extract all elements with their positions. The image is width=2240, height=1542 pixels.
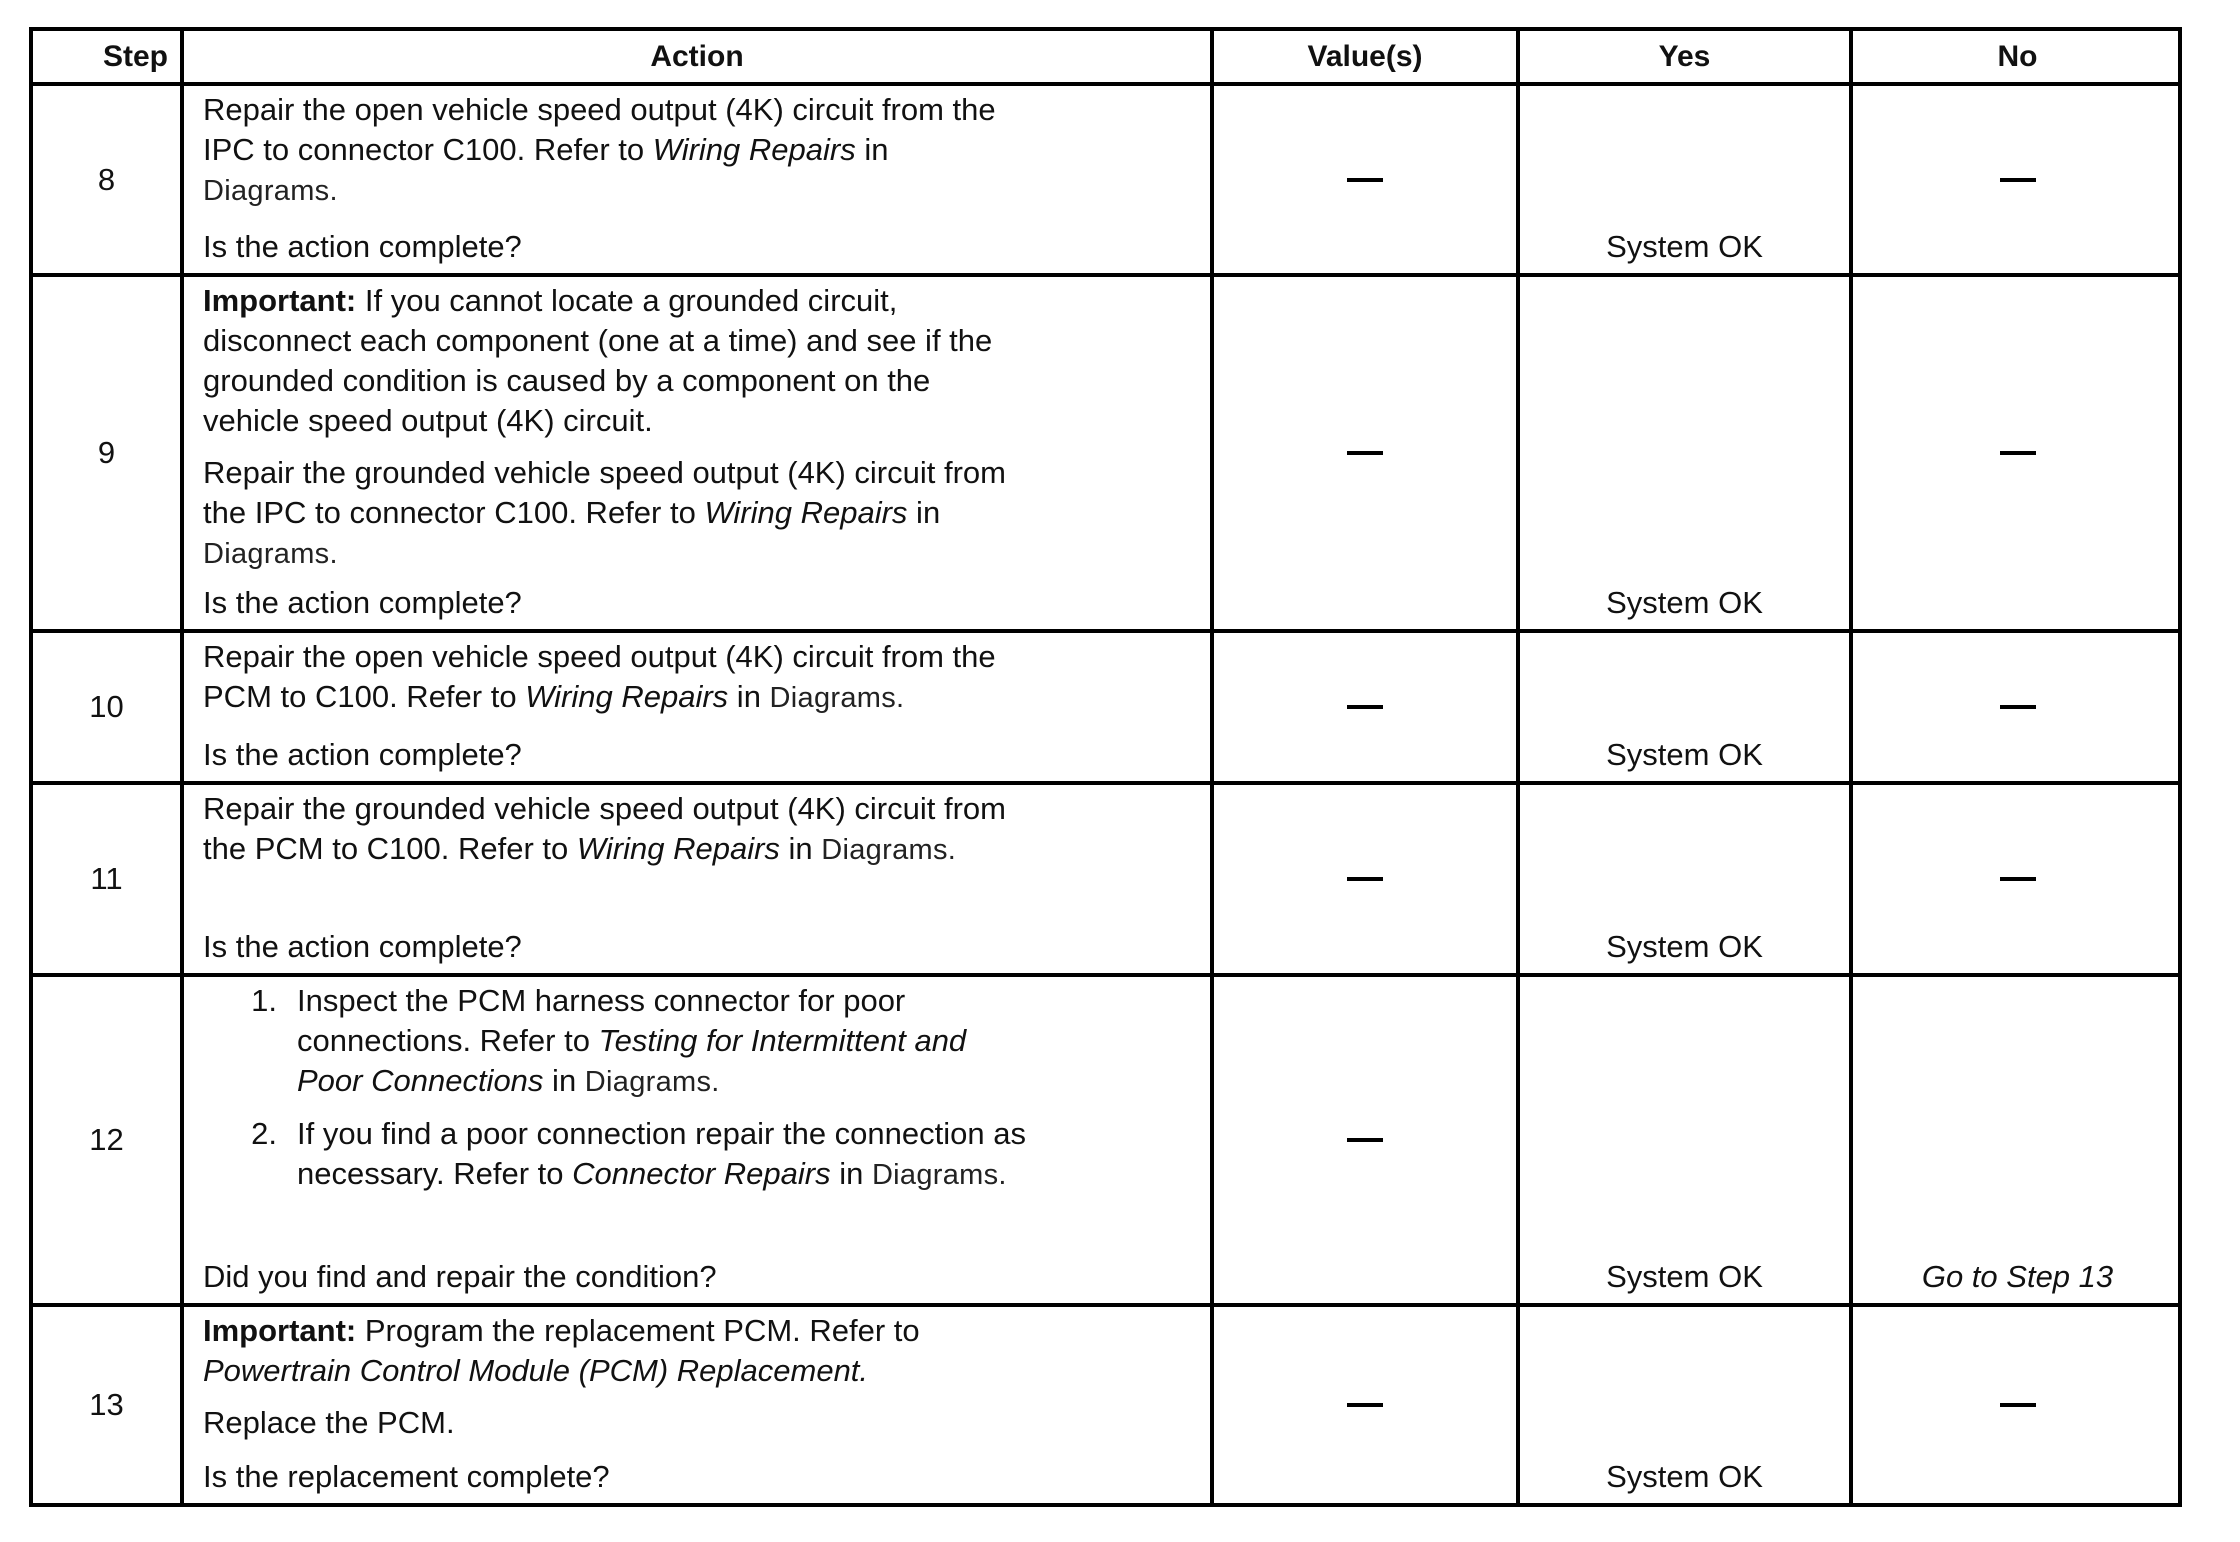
yes-result: System OK [1606,585,1763,620]
value-cell [1214,785,1520,973]
list-number: 2. [251,1116,277,1151]
action-question [203,927,1202,967]
text-run: Is the action complete? [203,229,522,264]
action-question [203,227,1202,267]
diagrams-reference: Diagrams. [584,1066,720,1098]
value-dash [1347,178,1383,182]
value-cell [1214,86,1520,273]
yes-result: System OK [1606,1459,1763,1494]
step-number: 11 [33,785,184,973]
text-run: Program the replacement PCM. Refer to [356,1313,920,1348]
yes-result: System OK [1606,1259,1763,1294]
text-run: connections. Refer to [297,1023,599,1058]
italic-reference: Wiring Repairs [652,132,856,167]
italic-reference: Testing for Intermittent and [598,1023,967,1058]
diagrams-reference: Diagrams. [769,682,905,714]
text-run: If you find a poor connection repair the connection as [297,1116,1026,1151]
action-paragraph [203,1311,1202,1391]
no-cell [1853,1307,2182,1503]
value-cell [1214,1307,1520,1503]
action-cell [184,633,1214,781]
yes-result: System OK [1606,229,1763,264]
italic-reference: Connector Repairs [572,1156,831,1191]
text-run: Inspect the PCM harness connector for poor [297,983,906,1018]
yes-result: System OK [1606,929,1763,964]
italic-reference: Powertrain Control Module (PCM) Replacement. [203,1353,869,1388]
no-dash [2000,705,2036,709]
step-number: 8 [33,86,184,273]
header-step: Step [33,31,184,82]
text-run: in [779,831,822,866]
value-cell [1214,633,1520,781]
no-cell [1853,277,2182,629]
no-result: Go to Step 13 [1921,1259,2114,1294]
text-run: Replace the PCM. [203,1405,455,1440]
value-dash [1347,705,1383,709]
value-cell [1214,277,1520,629]
no-dash [2000,178,2036,182]
value-cell [1214,977,1520,1303]
italic-reference: Poor Connections [297,1063,544,1098]
step-number: 9 [33,277,184,629]
list-item-text [297,1114,1202,1195]
italic-reference: Wiring Repairs [704,495,908,530]
no-cell [1853,86,2182,273]
action-paragraph [203,1403,1202,1443]
action-cell [184,277,1214,629]
list-item-text [297,981,1202,1102]
text-run: necessary. Refer to [297,1156,573,1191]
diagrams-reference: Diagrams. [203,538,338,570]
action-question [203,583,1202,623]
italic-reference: Wiring Repairs [525,679,729,714]
text-run: Is the action complete? [203,737,522,772]
diagrams-reference: Diagrams. [203,175,338,207]
list-item [203,981,1202,1102]
table-row [33,1307,2178,1503]
important-label: Important: [203,1313,357,1348]
diagnostic-table [29,27,2182,1507]
action-paragraph [203,453,1202,574]
text-run: Is the action complete? [203,585,522,620]
header-action: Action [184,31,1214,82]
value-dash [1347,1138,1383,1142]
text-run: the IPC to connector C100. Refer to [203,495,705,530]
text-run: in [855,132,889,167]
value-dash [1347,1403,1383,1407]
no-dash [2000,877,2036,881]
action-cell [184,785,1214,973]
text-run: IPC to connector C100. Refer to [203,132,653,167]
no-cell [1853,785,2182,973]
table-row [33,977,2178,1307]
text-run: Repair the grounded vehicle speed output (4K) circuit from [203,455,1006,490]
yes-result: System OK [1606,737,1763,772]
no-dash [2000,451,2036,455]
text-run: Repair the grounded vehicle speed output (4K) circuit from [203,791,1006,826]
text-run: Is the replacement complete? [203,1459,610,1494]
no-cell [1853,977,2182,1303]
table-row [33,785,2178,977]
no-cell [1853,633,2182,781]
action-paragraph [203,789,1202,870]
text-run: vehicle speed output (4K) circuit. [203,403,653,438]
table-row [33,633,2178,785]
table-header-row [33,31,2178,86]
list-number: 1. [251,983,277,1018]
action-question [203,735,1202,775]
action-question [203,1457,1202,1497]
yes-cell [1520,785,1853,973]
action-cell [184,86,1214,273]
italic-reference: Wiring Repairs [576,831,780,866]
no-dash [2000,1403,2036,1407]
header-values: Value(s) [1214,31,1520,82]
yes-cell [1520,633,1853,781]
yes-cell [1520,86,1853,273]
text-run: Is the action complete? [203,929,522,964]
text-run: Repair the open vehicle speed output (4K) circuit from the [203,92,996,127]
diagrams-reference: Diagrams. [821,834,957,866]
table-row [33,86,2178,277]
important-label: Important: [203,283,357,318]
action-paragraph [203,637,1202,718]
list-item [203,1114,1202,1195]
yes-cell [1520,977,1853,1303]
text-run: If you cannot locate a grounded circuit, [356,283,898,318]
text-run: in [728,679,770,714]
text-run: the PCM to C100. Refer to [203,831,577,866]
yes-cell [1520,1307,1853,1503]
value-dash [1347,451,1383,455]
action-paragraph [203,281,1202,441]
table-row [33,277,2178,633]
action-paragraph [203,90,1202,211]
value-dash [1347,877,1383,881]
text-run: in [543,1063,585,1098]
text-run: grounded condition is caused by a component on the [203,363,931,398]
action-cell [184,1307,1214,1503]
text-run: PCM to C100. Refer to [203,679,526,714]
step-number: 12 [33,977,184,1303]
action-cell [184,977,1214,1303]
step-number: 13 [33,1307,184,1503]
text-run: in [907,495,941,530]
header-no: No [1997,39,2038,73]
text-run: Did you find and repair the condition? [203,1259,717,1294]
diagrams-reference: Diagrams. [871,1159,1007,1191]
yes-cell [1520,277,1853,629]
text-run: disconnect each component (one at a time) and see if the [203,323,993,358]
step-number: 10 [33,633,184,781]
text-run: in [830,1156,872,1191]
action-question [203,1257,1202,1297]
text-run: Repair the open vehicle speed output (4K) circuit from the [203,639,996,674]
header-yes: Yes [1520,31,1853,82]
